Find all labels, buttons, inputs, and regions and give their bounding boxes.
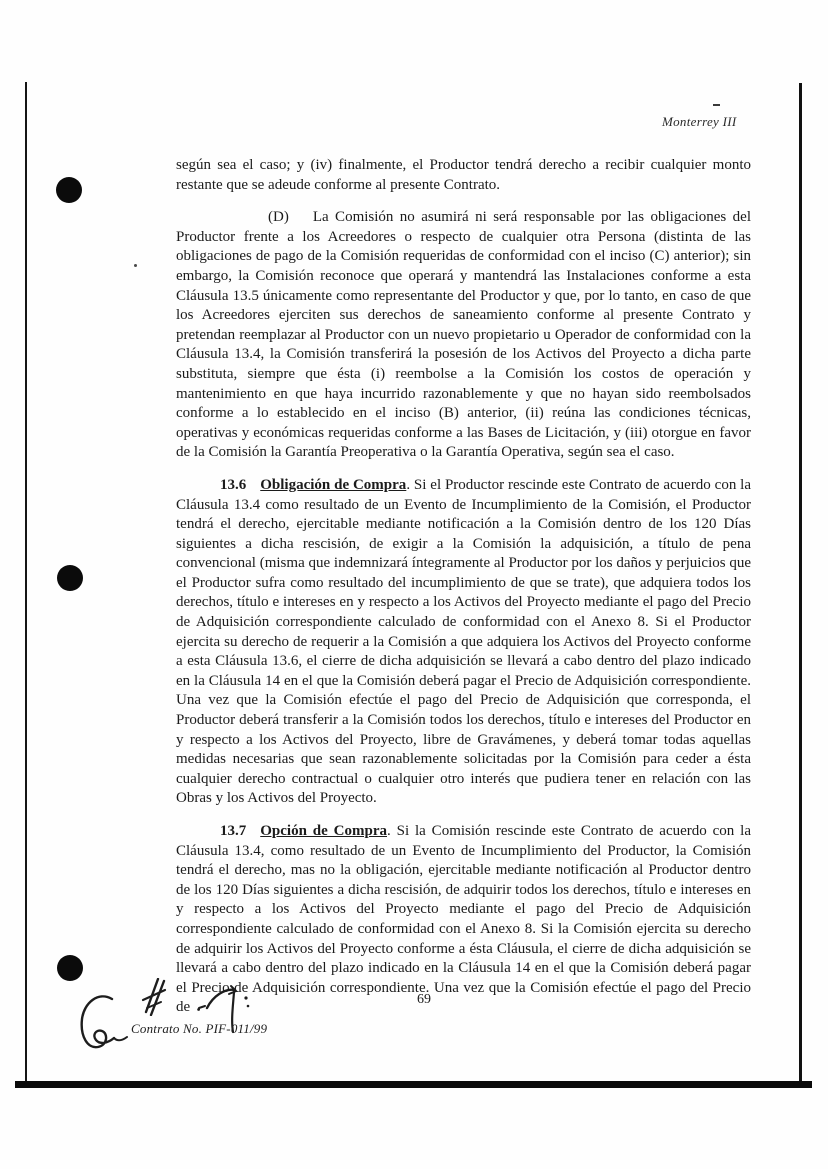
section-13-6-text: . Si el Productor rescinde este Contrato de acuerdo con la Cláusula 13.4 como resultado de un Evento de Incumplimiento de la Comisión, el Productor tendrá el derecho, ejercitable mediante notificación a la Comisión dentro de los 120 Días siguientes a dicha rescisión, de exigir a la Comisión la adquisición, a título de pena convencional (misma que indemnizará íntegramente al Productor por los daños y perjuicios que el Productor sufra como resultado del incumplimiento de que se trate), que adquiera todos los derechos, título e intereses en y respecto a los Activos del Proyecto mediante el pago del Precio de Adquisición correspondiente calculado de conformidad con el Anexo 8. Si el Productor ejercita su derecho de requerir a la Comisión a que adquiera los Activos del Proyecto conforme a esta Cláusula 13.6, el cierre de dicha adquisición se llevará a cabo dentro del plazo indicado en la Cláusula 14 en el que la Comisión deberá pagar el Precio de Adquisición correspondiente. Una vez que la Comisión efectúe el pago del Precio de Adquisición que corresponda, el Productor deberá transferir a la Comisión todos los derechos, título e intereses del Productor en y respecto a los Activos del Proyecto, libre de Gravámenes, y deberá tomar todas aquellas medidas necesarias que sean razonablemente solicitadas por la Comisión para ceder a ésta cualquier derecho contractual o cualquier otro interés que pudiera tener en relación con las Obras y los Activos del Proyecto. <box>176 476 752 807</box>
scan-artifact-dot <box>134 264 137 267</box>
paragraph-clause-d <box>176 208 751 463</box>
section-13-7-number: 13.7 <box>220 823 247 839</box>
page-border-left <box>25 82 27 1086</box>
document-body <box>176 156 751 1031</box>
document-title-header: Monterrey III <box>662 114 737 129</box>
signature-initials-mark <box>141 978 167 1016</box>
clause-d-label: (D) <box>268 209 289 226</box>
section-13-7-text: . Si la Comisión rescinde este Contrato de acuerdo con la Cláusula 13.4, como resultado de un Evento de Incumplimiento del Productor, la Comisión tendrá el derecho, mas no la obligación, ejercitable mediante notificación al Productor dentro de los 120 Días siguientes a dicha rescisión, de adquirir todos los derechos, título e intereses en y respecto a los Activos del Proyecto mediante el pago del Precio de Adquisición correspondiente calculado de conformidad con el Anexo 8. Si la Comisión ejercita su derecho de adquirir los Activos del Proyecto conforme a ésta Cláusula, el cierre de dicha adquisición se llevará a cabo dentro del plazo indicado en la Cláusula 14 en el que la Comisión deberá pagar el Precio de Adquisición correspondiente. Una vez que la Comisión efectúe el pago del Precio de <box>176 823 751 1016</box>
binding-hole-middle <box>57 565 83 591</box>
page-number: 69 <box>417 992 431 1007</box>
page-border-right <box>799 83 802 1086</box>
page-border-bottom <box>15 1081 812 1088</box>
clause-d-text: La Comisión no asumirá ni será responsable por las obligaciones del Productor frente a los Acreedores o respecto de cualquier otra Persona (distinta de las obligaciones de pago de la Comisión requeridas de conformidad con el inciso (C) anterior); sin embargo, la Comisión reconoce que operará y mantendrá las Instalaciones conforme a esta Cláusula 13.5 únicamente como representante del Productor y que, por lo tanto, en caso de que los Acreedores ejerciten sus derechos de saneamiento conforme al presente Contrato y pretendan reemplazar al Productor con un nuevo propietario u Operador de conformidad con la Cláusula 13.4, la Comisión transferirá la posesión de los Activos del Proyecto a dicha parte substituta, siempre que ésta (i) reembolse a la Comisión los costos de operación y mantenimiento en que haya incurrido razonablemente y que no hayan sido reembolsados conforme a lo establecido en el inciso (B) anterior, (ii) reúna las condiciones técnicas, operativas y económicas requeridas conforme a las Bases de Licitación, y (iii) otorgue en favor de la Comisión la Garantía Preoperativa o la Garantía Operativa, según sea el caso. <box>176 209 751 461</box>
section-13-6-title: Obligación de Compra <box>260 476 407 493</box>
paragraph-continuation: según sea el caso; y (iv) finalmente, el Productor tendrá derecho a recibir cualquier monto restante que se adeude conforme al presente Contrato. <box>176 157 751 193</box>
section-13-6 <box>176 476 751 809</box>
binding-hole-bottom <box>57 955 83 981</box>
section-13-6-number: 13.6 <box>220 476 247 493</box>
section-13-7 <box>176 822 751 1018</box>
section-13-7-title: Opción de Compra <box>260 823 387 839</box>
footer-contract-number: Contrato No. PIF-011/99 <box>131 1021 268 1036</box>
scan-artifact-dash <box>713 104 720 106</box>
binding-hole-top <box>56 177 82 203</box>
signature-loop-mark <box>78 993 130 1055</box>
